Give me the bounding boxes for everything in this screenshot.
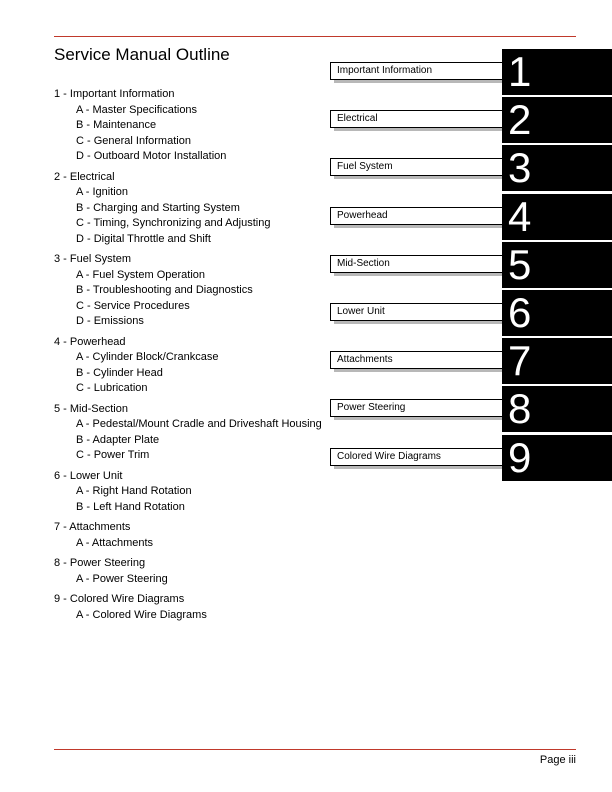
tab-label: Colored Wire Diagrams xyxy=(330,448,502,466)
subsection-item[interactable]: A - Master Specifications xyxy=(76,103,198,116)
outline-section xyxy=(54,335,334,397)
subsection-item[interactable]: C - Service Procedures xyxy=(76,299,190,312)
section-title[interactable]: 8 - Power Steering xyxy=(54,557,146,569)
tab-shadow xyxy=(334,225,502,228)
tab-shadow xyxy=(334,321,502,324)
tab-label: Power Steering xyxy=(330,399,502,417)
section-title[interactable]: 9 - Colored Wire Diagrams xyxy=(54,593,185,605)
tab-shadow xyxy=(334,176,502,179)
subsection-item[interactable]: A - Right Hand Rotation xyxy=(76,485,192,497)
tab-number: 3 xyxy=(502,145,612,191)
section-title[interactable]: 2 - Electrical xyxy=(54,170,115,183)
tab-number: 2 xyxy=(502,97,612,143)
page-title: Service Manual Outline xyxy=(54,45,230,64)
tab-shadow xyxy=(334,369,502,372)
tab-shadow xyxy=(334,128,502,131)
section-title[interactable]: 5 - Mid-Section xyxy=(54,402,128,415)
page-number: Page iii xyxy=(539,754,576,766)
section-tab[interactable] xyxy=(330,49,612,97)
section-title[interactable]: 7 - Attachments xyxy=(54,521,131,533)
outline-section xyxy=(54,592,334,623)
section-tab[interactable] xyxy=(330,194,612,242)
subsection-item[interactable]: A - Fuel System Operation xyxy=(76,268,205,281)
section-tab[interactable] xyxy=(330,435,612,483)
section-title[interactable]: 4 - Powerhead xyxy=(54,335,126,348)
section-tabs xyxy=(330,49,612,483)
subsection-item[interactable]: A - Attachments xyxy=(76,536,154,549)
tab-shadow xyxy=(334,80,502,83)
tab-number: 4 xyxy=(502,194,612,240)
tab-label: Lower Unit xyxy=(330,303,502,321)
section-title[interactable]: 3 - Fuel System xyxy=(54,253,132,265)
tab-number: 1 xyxy=(502,49,612,95)
outline-section xyxy=(54,520,334,551)
subsection-item[interactable]: B - Cylinder Head xyxy=(76,366,163,379)
section-title[interactable]: 1 - Important Information xyxy=(54,88,175,100)
outline-list xyxy=(54,87,334,628)
tab-shadow xyxy=(334,417,502,420)
subsection-item[interactable]: C - Power Trim xyxy=(76,449,150,461)
tab-number: 6 xyxy=(502,290,612,336)
subsection-item[interactable]: B - Adapter Plate xyxy=(76,433,160,446)
tab-shadow xyxy=(334,273,502,276)
subsection-item[interactable]: A - Ignition xyxy=(76,186,128,198)
tab-number: 8 xyxy=(502,386,612,432)
outline-section xyxy=(54,170,334,248)
subsection-item[interactable]: B - Troubleshooting and Diagnostics xyxy=(76,284,253,296)
tab-label: Electrical xyxy=(330,110,502,128)
subsection-item[interactable]: A - Pedestal/Mount Cradle and Driveshaft Housing xyxy=(76,418,322,430)
tab-label: Attachments xyxy=(330,351,502,369)
outline-section xyxy=(54,252,334,330)
bottom-rule xyxy=(54,749,576,750)
tab-number: 9 xyxy=(502,435,612,481)
tab-label: Important Information xyxy=(330,62,502,80)
subsection-item[interactable]: D - Emissions xyxy=(76,315,144,327)
section-tab[interactable] xyxy=(330,290,612,338)
subsection-item[interactable]: A - Power Steering xyxy=(76,572,168,585)
subsection-item[interactable]: C - Timing, Synchronizing and Adjusting xyxy=(76,217,271,229)
subsection-item[interactable]: A - Cylinder Block/Crankcase xyxy=(76,351,219,363)
outline-section xyxy=(54,402,334,464)
section-tab[interactable] xyxy=(330,338,612,386)
subsection-item[interactable]: C - General Information xyxy=(76,134,191,147)
subsection-item[interactable]: B - Left Hand Rotation xyxy=(76,500,185,513)
tab-label: Fuel System xyxy=(330,158,502,176)
tab-shadow xyxy=(334,466,502,469)
subsection-item[interactable]: D - Outboard Motor Installation xyxy=(76,150,227,162)
subsection-item[interactable]: B - Charging and Starting System xyxy=(76,201,240,214)
outline-section xyxy=(54,556,334,587)
outline-section xyxy=(54,469,334,516)
tab-label: Powerhead xyxy=(330,207,502,225)
subsection-item[interactable]: B - Maintenance xyxy=(76,119,157,131)
top-rule xyxy=(54,36,576,37)
section-tab[interactable] xyxy=(330,242,612,290)
outline-section xyxy=(54,87,334,165)
subsection-item[interactable]: D - Digital Throttle and Shift xyxy=(76,232,211,245)
section-tab[interactable] xyxy=(330,386,612,434)
section-title[interactable]: 6 - Lower Unit xyxy=(54,469,123,482)
section-tab[interactable] xyxy=(330,145,612,193)
subsection-item[interactable]: A - Colored Wire Diagrams xyxy=(76,608,207,621)
tab-number: 7 xyxy=(502,338,612,384)
tab-number: 5 xyxy=(502,242,612,288)
tab-label: Mid-Section xyxy=(330,255,502,273)
section-tab[interactable] xyxy=(330,97,612,145)
subsection-item[interactable]: C - Lubrication xyxy=(76,382,148,394)
